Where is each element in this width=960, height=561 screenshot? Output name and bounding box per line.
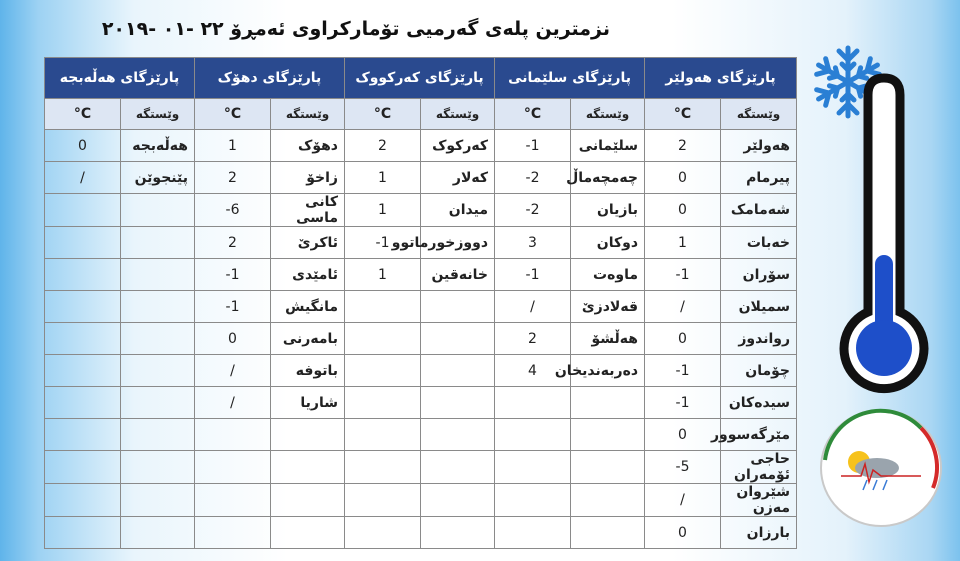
station-cell: چەمچەماڵ	[571, 162, 645, 194]
meteorology-logo	[821, 410, 941, 526]
temperature-cell: -1	[645, 387, 721, 419]
temperature-cell	[45, 194, 121, 227]
station-cell	[271, 484, 345, 517]
zone-header-erbil: پارێزگای هەولێر	[645, 58, 797, 99]
table-row	[45, 291, 797, 323]
temperature-cell	[45, 323, 121, 355]
temperature-cell	[495, 484, 571, 517]
station-cell	[571, 517, 645, 549]
temperature-cell	[195, 484, 271, 517]
station-cell: دووزخورماتوو	[421, 227, 495, 259]
station-cell	[121, 227, 195, 259]
unit-header: °C	[495, 99, 571, 130]
station-cell: دهۆک	[271, 130, 345, 162]
table-row	[45, 517, 797, 549]
temperature-cell	[345, 517, 421, 549]
temperature-cell: 0	[645, 517, 721, 549]
temperature-cell	[45, 517, 121, 549]
station-cell: شێروان مەزن	[721, 484, 797, 517]
station-cell	[571, 451, 645, 484]
temperature-cell: 0	[645, 323, 721, 355]
station-cell: بارزان	[721, 517, 797, 549]
station-cell	[421, 323, 495, 355]
temperature-cell: 2	[195, 162, 271, 194]
temperature-cell: -1	[495, 130, 571, 162]
zone-header-halabja: پارێزگای هەڵەبجە	[45, 58, 195, 99]
temperature-cell: -5	[645, 451, 721, 484]
temperature-cell	[45, 419, 121, 451]
temperature-cell	[345, 355, 421, 387]
station-cell: هەڵەبجە	[121, 130, 195, 162]
temperature-cell: 1	[345, 194, 421, 227]
station-header: وێستگە	[571, 99, 645, 130]
station-cell	[121, 355, 195, 387]
temperature-cell: -1	[195, 291, 271, 323]
station-cell: هەولێر	[721, 130, 797, 162]
temperature-cell	[45, 227, 121, 259]
page-title: نزمترین پلەی گەرمیی تۆمارکراوی ئەمڕۆ ٢٢ -٠١ -٢٠١٩	[101, 18, 610, 40]
table-row	[45, 451, 797, 484]
station-cell	[421, 291, 495, 323]
table-row	[45, 484, 797, 517]
station-header: وێستگە	[721, 99, 797, 130]
unit-header: °C	[195, 99, 271, 130]
temperature-cell	[45, 387, 121, 419]
table-row	[45, 162, 797, 194]
temperature-cell: 0	[645, 419, 721, 451]
zone-header-duhok: پارێزگای دهۆک	[195, 58, 345, 99]
thermometer-icon	[844, 78, 924, 389]
station-cell	[121, 517, 195, 549]
temperature-cell	[195, 451, 271, 484]
station-cell: سیدەکان	[721, 387, 797, 419]
station-cell	[271, 517, 345, 549]
temperature-cell: -6	[195, 194, 271, 227]
temperature-cell: 0	[645, 162, 721, 194]
temperature-cell: -1	[645, 259, 721, 291]
zone-header-sulaymaniyah: پارێزگای سلێمانی	[495, 58, 645, 99]
temperature-cell: /	[645, 291, 721, 323]
temperature-cell: 1	[195, 130, 271, 162]
station-cell: چۆمان	[721, 355, 797, 387]
station-cell: بامەرنی	[271, 323, 345, 355]
temperature-cell: /	[645, 484, 721, 517]
station-cell	[421, 517, 495, 549]
temperature-cell	[495, 419, 571, 451]
station-cell	[571, 484, 645, 517]
station-cell: باتوفە	[271, 355, 345, 387]
station-cell	[121, 323, 195, 355]
station-cell: حاجی ئۆمەران	[721, 451, 797, 484]
temperature-cell	[345, 323, 421, 355]
station-cell	[121, 291, 195, 323]
station-cell: دەربەندیخان	[571, 355, 645, 387]
station-cell: سۆران	[721, 259, 797, 291]
station-cell: شەمامک	[721, 194, 797, 227]
station-header: وێستگە	[421, 99, 495, 130]
station-cell	[271, 419, 345, 451]
station-cell: سمیلان	[721, 291, 797, 323]
station-cell: پێنجوێن	[121, 162, 195, 194]
temperature-cell: 1	[345, 259, 421, 291]
station-cell	[421, 484, 495, 517]
temperature-cell: 2	[495, 323, 571, 355]
station-cell	[121, 419, 195, 451]
station-cell: ئامێدی	[271, 259, 345, 291]
temperature-cell	[45, 451, 121, 484]
unit-header: °C	[45, 99, 121, 130]
temperature-cell: 3	[495, 227, 571, 259]
station-cell: دوکان	[571, 227, 645, 259]
table-row	[45, 355, 797, 387]
table-row	[45, 130, 797, 162]
station-cell	[271, 451, 345, 484]
station-cell	[421, 451, 495, 484]
temperature-cell	[495, 451, 571, 484]
station-header: وێستگە	[121, 99, 195, 130]
station-cell: میدان	[421, 194, 495, 227]
station-cell: کەلار	[421, 162, 495, 194]
temperature-cell: -1	[645, 355, 721, 387]
station-cell: مانگیش	[271, 291, 345, 323]
temperature-cell	[495, 387, 571, 419]
station-cell: کانی ماسی	[271, 194, 345, 227]
station-cell: هەڵشۆ	[571, 323, 645, 355]
side-illustrations	[798, 0, 960, 561]
temperature-cell: 0	[645, 194, 721, 227]
station-cell	[121, 387, 195, 419]
station-cell: کەرکوک	[421, 130, 495, 162]
station-cell: شاریا	[271, 387, 345, 419]
temperature-cell	[45, 355, 121, 387]
temperature-cell: 1	[345, 162, 421, 194]
temperature-cell	[345, 419, 421, 451]
temperature-cell	[45, 259, 121, 291]
temperature-cell: 0	[195, 323, 271, 355]
table-row	[45, 323, 797, 355]
zone-header-kirkuk: پارێزگای کەرکووک	[345, 58, 495, 99]
temperature-cell: 2	[195, 227, 271, 259]
station-cell: قەلادزێ	[571, 291, 645, 323]
temperature-cell	[345, 484, 421, 517]
temperature-cell	[495, 517, 571, 549]
temperature-cell	[45, 484, 121, 517]
table-row	[45, 259, 797, 291]
station-cell	[121, 259, 195, 291]
station-cell: سلێمانی	[571, 130, 645, 162]
temperature-cell: 0	[45, 130, 121, 162]
temperature-cell: -1	[195, 259, 271, 291]
temperature-cell	[345, 387, 421, 419]
station-cell	[421, 355, 495, 387]
table-body	[45, 130, 797, 549]
station-cell	[121, 451, 195, 484]
station-cell: ماوەت	[571, 259, 645, 291]
station-cell	[421, 419, 495, 451]
station-cell: ئاکرێ	[271, 227, 345, 259]
temperature-cell: 2	[345, 130, 421, 162]
station-cell: خانەقین	[421, 259, 495, 291]
station-cell	[571, 419, 645, 451]
temperature-cell: 2	[645, 130, 721, 162]
temperature-cell	[345, 291, 421, 323]
unit-header: °C	[645, 99, 721, 130]
temperature-cell	[195, 419, 271, 451]
temperature-cell: 1	[645, 227, 721, 259]
station-cell: پیرمام	[721, 162, 797, 194]
temperature-cell: /	[195, 355, 271, 387]
table-row	[45, 227, 797, 259]
station-cell: بازیان	[571, 194, 645, 227]
station-cell: رواندوز	[721, 323, 797, 355]
station-cell: زاخۆ	[271, 162, 345, 194]
station-cell	[421, 387, 495, 419]
station-cell	[121, 194, 195, 227]
station-cell	[121, 484, 195, 517]
unit-header: °C	[345, 99, 421, 130]
temperature-cell: -1	[345, 227, 421, 259]
temperature-cell: /	[195, 387, 271, 419]
temperature-table	[44, 57, 797, 549]
temperature-cell: -1	[495, 259, 571, 291]
temperature-cell	[195, 517, 271, 549]
temperature-cell: -2	[495, 162, 571, 194]
table-row	[45, 419, 797, 451]
temperature-cell: -2	[495, 194, 571, 227]
temperature-cell: 4	[495, 355, 571, 387]
temperature-cell	[345, 451, 421, 484]
table-row	[45, 194, 797, 227]
temperature-cell: /	[45, 162, 121, 194]
temperature-cell	[45, 291, 121, 323]
station-cell: خەبات	[721, 227, 797, 259]
station-header: وێستگە	[271, 99, 345, 130]
station-cell	[571, 387, 645, 419]
table-row	[45, 387, 797, 419]
temperature-cell: /	[495, 291, 571, 323]
station-cell: مێرگەسوور	[721, 419, 797, 451]
